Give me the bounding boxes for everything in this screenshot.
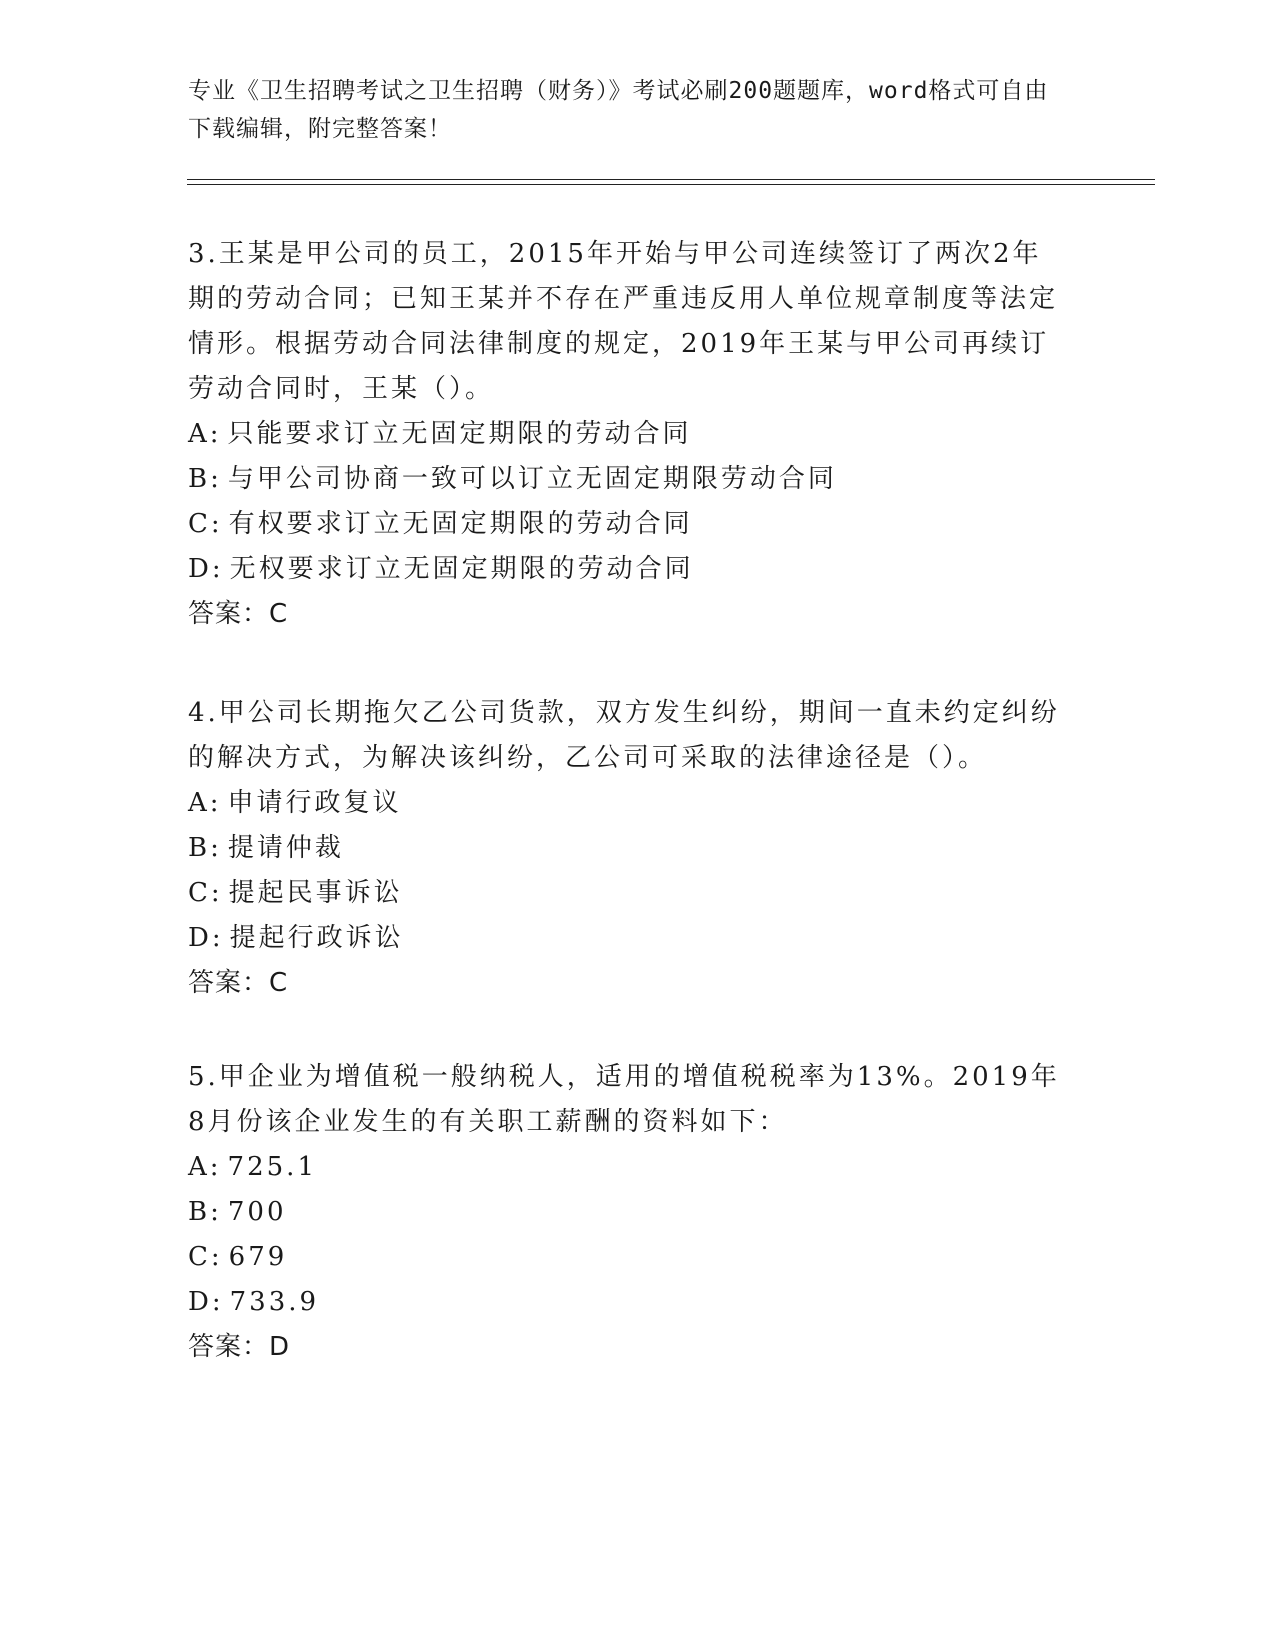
- option-letter: D:: [188, 554, 224, 584]
- answer-line: 答案：C: [188, 599, 289, 629]
- question-3: [188, 232, 1068, 637]
- option-text: 申请行政复议: [227, 788, 402, 818]
- answer-line: 答案：D: [188, 1332, 291, 1362]
- header-divider-bottom: [187, 184, 1155, 185]
- option-c: [188, 1235, 1068, 1280]
- option-text: 无权要求订立无固定期限的劳动合同: [229, 554, 694, 584]
- question-stem: 5.甲企业为增值税一般纳税人，适用的增值税税率为13%。2019年8月份该企业发生的有关职工薪酬的资料如下：: [188, 1062, 1060, 1137]
- answer-line: 答案：C: [188, 968, 289, 998]
- option-d: [188, 916, 1068, 961]
- option-letter: B:: [188, 833, 222, 863]
- option-d: [188, 547, 1068, 592]
- question-4: [188, 691, 1068, 1006]
- option-text: 679: [228, 1242, 288, 1272]
- option-text: 700: [227, 1197, 287, 1227]
- option-letter: B:: [188, 1197, 222, 1227]
- option-text: 提起行政诉讼: [229, 923, 404, 953]
- option-letter: A:: [188, 1152, 222, 1182]
- option-text: 与甲公司协商一致可以订立无固定期限劳动合同: [227, 464, 837, 494]
- option-text: 提请仲裁: [227, 833, 344, 863]
- question-5: [188, 1055, 1068, 1370]
- option-c: [188, 502, 1068, 547]
- option-b: [188, 457, 1068, 502]
- option-letter: C:: [188, 1242, 223, 1272]
- option-a: [188, 412, 1068, 457]
- option-letter: D:: [188, 1287, 224, 1317]
- option-letter: C:: [188, 509, 223, 539]
- option-letter: B:: [188, 464, 222, 494]
- option-d: [188, 1280, 1068, 1325]
- option-text: 提起民事诉讼: [228, 878, 403, 908]
- option-b: [188, 826, 1068, 871]
- option-a: [188, 781, 1068, 826]
- option-a: [188, 1145, 1068, 1190]
- option-text: 有权要求订立无固定期限的劳动合同: [228, 509, 693, 539]
- option-letter: A:: [188, 419, 222, 449]
- document-header: 专业《卫生招聘考试之卫生招聘（财务）》考试必刷200题题库，word格式可自由下载编辑，附完整答案！: [188, 78, 1049, 142]
- option-text: 733.9: [229, 1287, 320, 1317]
- option-text: 725.1: [227, 1152, 317, 1182]
- option-letter: C:: [188, 878, 223, 908]
- option-c: [188, 871, 1068, 916]
- question-stem: 4.甲公司长期拖欠乙公司货款，双方发生纠纷，期间一直未约定纠纷的解决方式，为解决该纠纷，乙公司可采取的法律途径是（）。: [188, 698, 1060, 773]
- option-text: 只能要求订立无固定期限的劳动合同: [227, 419, 692, 449]
- option-b: [188, 1190, 1068, 1235]
- option-letter: A:: [188, 788, 222, 818]
- option-letter: D:: [188, 923, 224, 953]
- header-divider-top: [187, 179, 1155, 180]
- question-stem: 3.王某是甲公司的员工，2015年开始与甲公司连续签订了两次2年期的劳动合同；已知王某并不存在严重违反用人单位规章制度等法定情形。根据劳动合同法律制度的规定，2019年王某与甲公司再续订劳动合同时，王某（）。: [188, 239, 1059, 404]
